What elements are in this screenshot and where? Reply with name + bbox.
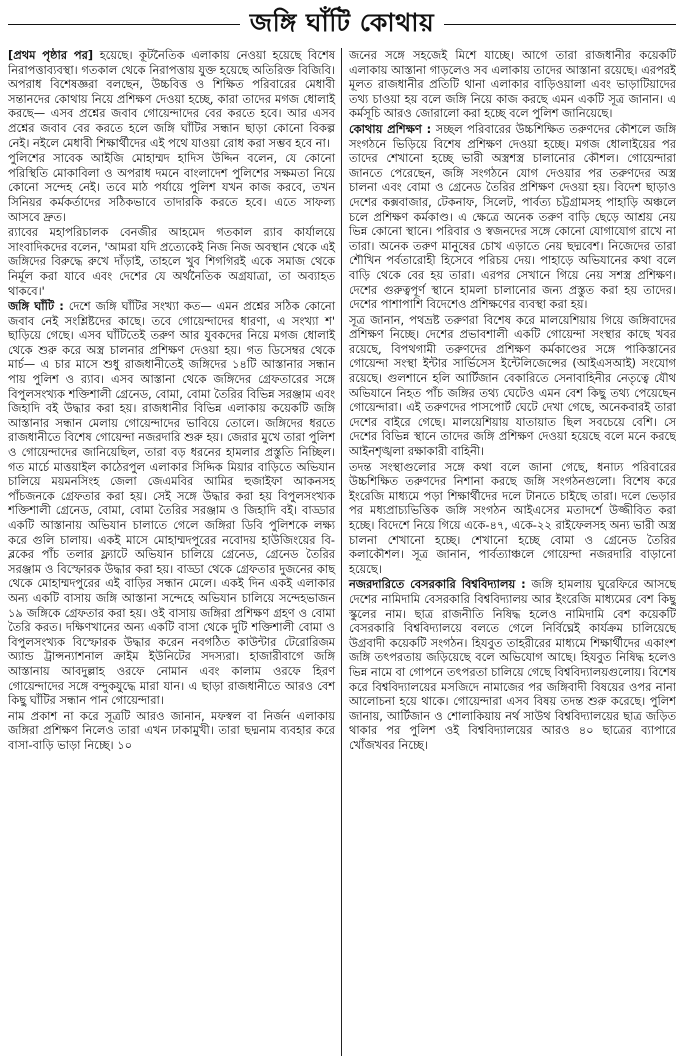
paragraph-text: দেশে জঙ্গি ঘাঁটির সংখ্যা কত— এমন প্রশ্নের সঠিক কোনো জবাব নেই সংশ্লিষ্টদের কাছে। তবে গোয়েন্দাদের ধারণা, এ সংখ্যা শ' ছাড়িয়ে গেছে। এসব ঘাঁটিতেই তরুণ আর যুবকদের নিয়ে মগজ ধোলাই থেকে শুরু করে অস্ত্র চালনার প্রশিক্ষণ দেওয়া হয়। গত ডিসেম্বর থেকে মার্চ— এ চার মাসে শুধু রাজধানীতেই জঙ্গিদের ১৪টি আস্তানার সন্ধান পায় পুলিশ ও র‍্যাব। এসব আস্তানা থেকে জঙ্গিদের গ্রেফতারের সঙ্গে বিপুলসংখ্যক শক্তিশালী গ্রেনেড, বোমা, বোমা তৈরির বিভিন্ন সরঞ্জাম এবং জিহাদি বই উদ্ধার করা হয়। রাজধানীর বিভিন্ন এলাকায় কয়েকটি জঙ্গি আস্তানার সন্ধান মেলায় গোয়েন্দাদের ভাবিয়ে তোলে। জঙ্গিদের ধরতে রাজধানীতে বিশেষ গোয়েন্দা নজরদারি শুরু হয়। জেরার মুখে তারা পুলিশ ও গোয়েন্দাদের জানিয়েছিল, তারা বড় ধরনের হামলার প্রস্তুতি নিচ্ছিল। গত মার্চে মাত্তয়াইল কাঠেরপুল এলাকার সিদ্দিক মিয়ার বাড়িতে অভিযান চালিয়ে ময়মনসিংহ জেলা জেএমবির আমির হুজাইফা আকনসহ পাঁচজনকে গ্রেফতার করা হয়। সেই সঙ্গে উদ্ধার করা হয় বিপুলসংখ্যক শক্তিশালী গ্রেনেড, বোমা, বোমা তৈরির সরঞ্জাম ও জিহাদি বই। বাড্ডার একটি আস্তানায় অভিযান চালাতে গেলে জঙ্গিরা ডিবি পুলিশকে লক্ষ্য করে গুলি চালায়। একই মাসে মোহাম্মদপুরের নবোদয় হাউজিংয়ের বি-ব্লকের পাঁচ তলার ফ্ল্যাটে অভিযান চালিয়ে গ্রেনেড, গ্রেনেড তৈরির সরঞ্জাম ও বিস্ফোরক উদ্ধার করা হয়। বাড্ডা থেকে গ্রেফতার দুজনের কাছ থেকে মোহাম্মদপুরের এই বাড়ির সন্ধান মেলে। একই দিন একই এলাকার অন্য একটি বাসায় জঙ্গি আস্তানা সন্দেহে অভিযান চালিয়ে সন্দেহভাজন ১৯ জঙ্গিকে গ্রেফতার করা হয়। ওই বাসায় জঙ্গিরা প্রশিক্ষণ গ্রহণ ও বোমা তৈরি করত। দক্ষিণখানের অন্য একটি বাসা থেকে দুটি শক্তিশালী বোমা ও বিপুলসংখ্যক বিস্ফোরক উদ্ধার করেন নবগঠিত কাউন্টার টেরোরিজম অ্যান্ড ট্রান্সন্যাশনাল ক্রাইম ইউনিটের সদস্যরা। হাজারীবাগে জঙ্গি আস্তানায় আবদুল্লাহ ওরফে নোমান এবং কালাম ওরফে হিরণ গোয়েন্দাদের সঙ্গে বন্দুকযুদ্ধে মারা যান। এ ছাড়া রাজধানীতে আরও বেশ কিছু ঘাঁটির সন্ধান পান গোয়েন্দারা। [8,299,336,708]
paragraph [349,460,676,577]
article-headline: জঙ্গি ঘাঁটি কোথায় [249,7,435,37]
headline-rule-left [8,24,240,25]
paragraph [8,225,335,298]
paragraph [349,122,676,312]
paragraph-text: নাম প্রকাশ না করে সূত্রটি আরও জানান, মফস্বল বা নির্জন এলাকায় জঙ্গিরা প্রশিক্ষণ নিলেও তারা এখন ঢাকামুখী। তারা ছদ্মনাম ব্যবহার করে বাসা-বাড়ি ভাড়া নিচ্ছে। ১০ [8,708,335,752]
paragraph-text: জনের সঙ্গে সহজেই মিশে যাচ্ছে। আগে তারা রাজধানীর কয়েকটি এলাকায় আস্তানা গাড়লেও সব এলাকায় তাদের আস্তানা রয়েছে। এরপরই মূলত রাজধানীর প্রতিটি থানা এলাকার বাড়িওয়ালা এবং ভাড়াটিয়াদের তথ্য চাওয়া হয় বলে জঙ্গি নিয়ে কাজ করছে এমন একটি সূত্র জানান। এ কর্মসূচি আরও জোরালো করা হচ্ছে বলে পুলিশ জানিয়েছে। [349,48,676,121]
paragraph-text: সূত্র জানান, পথভ্রষ্ট তরুণরা বিশেষ করে মালয়েশিয়ায় গিয়ে জঙ্গিবাদের প্রশিক্ষণ নিচ্ছে। দেশের প্রভাবশালী একটি গোয়েন্দা সংস্থার কাছে খবর রয়েছে, বিপথগামী তরুণদের প্রশিক্ষণ কর্মকাণ্ডের সঙ্গে পাকিস্তানের গোয়েন্দা সংস্থা ইন্টার সার্ভিসেস ইন্টেলিজেন্সের (আইএসআই) সংযোগ রয়েছে। গুলশানে হলি আর্টিজান বেকারিতে সেনাবাহিনীর নেতৃত্বে যৌথ অভিযানে নিহত পাঁচ জঙ্গির তথ্য ঘেটেও এমন বেশ কিছু তথ্য পেয়েছেন গোয়েন্দারা। এই তরুণদের পাসপোর্ট ঘেটে দেখা গেছে, অনেকবারই তারা দেশের বাইরে গেছে। মালয়েশিয়ায় যাতায়াত ছিল সবচেয়ে বেশি। সে দেশের বিভিন্ন স্থানে তাদের জঙ্গি প্রশিক্ষণ দেওয়া হয়েছে বলে মনে করছে আইনশৃঙ্খলা রক্ষাকারী বাহিনী। [349,312,676,459]
paragraph [349,48,676,121]
subheading-kothay-proshikkhon: কোথায় প্রশিক্ষণ : [349,121,432,136]
paragraph-lead-in: [প্রথম পৃষ্ঠার পর] [8,48,94,62]
paragraph-text: পুলিশের সাবেক আইজি মোহাম্মদ হাদিস উদ্দিন বলেন, যে কোনো পরিস্থিতি মোকাবিলা ও অপরাধ দমনে বাংলাদেশ পুলিশের সক্ষমতা নিয়ে কোনো সন্দেহ নেই। তবে মাঠ পর্যায়ে পুলিশ যখন কাজ করবে, তখন সিনিয়র কর্মকর্তাদের সঠিকভাবে তাদারকি করতে হবে। এতে সাফল্য আসবে দ্রুত। [8,151,335,224]
paragraph-text: সচ্ছল পরিবারের উচ্চশিক্ষিত তরুণদের কৌশলে জঙ্গি সংগঠনে ভিড়িয়ে বিশেষ প্রশিক্ষণ দেওয়া হচ্ছে। মগজ ধোলাইয়ের পর তাদের শেখানো হচ্ছে ভারী অস্ত্রশস্ত্র চালানোর কৌশল। গোয়েন্দারা জানতে পেরেছেন, জঙ্গি সংগঠনে যোগ দেওয়ার পর তরুণদের অস্ত্র চালনা এবং বোমা ও গ্রেনেড তৈরির প্রশিক্ষণ দেওয়া হয়। বিদেশ ছাড়াও দেশের কক্সবাজার, টেকনাফ, সিলেট, পার্বত্য চট্টগ্রামসহ পাহাড়ি অঞ্চলে চলে প্রশিক্ষণ কর্মকাণ্ড। এ ক্ষেত্রে অনেক তরুণ বাড়ি ছেড়ে আশ্রয় নেয় ভিন্ন কোনো স্থানে। পরিবার ও স্বজনদের সঙ্গে কোনো যোগাযোগ রাখে না তারা। অনেক তরুণ মানুষের চোখ এড়াতে নেয় ছদ্মবেশ। নিজেদের তারা শৌখিন পর্বতারোহী হিসেবে পরিচয় দেয়। পাহাড়ে অভিযানের কথা বলে বাড়ি থেকে বের হয় তারা। এরপর সেখানে গিয়ে নেয় সশস্ত্র প্রশিক্ষণ। দেশের গুরুত্বপূর্ণ স্থানে হামলা চালানোর জন্য প্রস্তুত করা হয় তাদের। দেশের পাশাপাশি বিদেশেও প্রশিক্ষণের ব্যবস্থা করা হয়। [349,121,676,312]
paragraph [349,313,676,459]
subheading-nojordarite-university: নজরদারিতে বেসরকারি বিশ্ববিদ্যালয় : [349,577,526,592]
article-body [8,48,676,1056]
paragraph [8,151,335,224]
paragraph-text: হয়েছে। কূটনৈতিক এলাকায় নেওয়া হয়েছে বিশেষ নিরাপত্তাব্যবস্থা। গতকাল থেকে নিরাপত্তায় যুক্ত হয়েছে অতিরিক্ত বিজিবি। অপরাধ বিশেষজ্ঞরা বলছেন, উচ্চবিত্ত ও শিক্ষিত পরিবারের মেধাবী সন্তানদের কোথায় নিয়ে প্রশিক্ষণ দেওয়া হচ্ছে, কারা তাদের মগজ ধোলাই করছে— এসব প্রশ্নের জবাব গোয়েন্দাদের বের করতে হবে। আর এসব প্রশ্নের জবাব বের করতে হলে জঙ্গি ঘাঁটির সন্ধান ছাড়া কোনো বিকল্প নেই। নইলে মেধাবী শিক্ষার্থীদের এই পথে যাওয়া রোধ করা সম্ভব হবে না। [8,48,335,150]
subheading-jongi-ghati: জঙ্গি ঘাঁটি : [8,299,64,314]
headline-bar [8,6,676,42]
paragraph-text: র‍্যাবের মহাপরিচালক বেনজীর আহমেদ গতকাল র‍্যাব কার্যালয়ে সাংবাদিকদের বলেন, 'আমরা যদি প্রত্যেকেই নিজ নিজ অবস্থান থেকে এই জঙ্গিদের বিরুদ্ধে রুখে দাঁড়াই, তাহলে খুব শিগগিরই একে সমাজ থেকে নির্মূল করা যাবে এবং দেশের যে অর্থনৈতিক অগ্রযাত্রা, তা অব্যাহত থাকবে।' [8,225,335,298]
headline-rule-right [444,24,676,25]
left-column [8,48,342,1056]
paragraph [8,299,335,708]
paragraph [8,709,335,753]
paragraph-text: তদন্ত সংস্থাগুলোর সঙ্গে কথা বলে জানা গেছে, ধনাঢ্য পরিবারের উচ্চশিক্ষিত তরুণদের নিশানা করছে জঙ্গি সংগঠনগুলো। বিশেষ করে ইংরেজি মাধ্যমে পড়া শিক্ষার্থীদের দলে টানতে চাইছে তারা। দলে ভেড়ার পর মধ্যপ্রাচ্যভিত্তিক জঙ্গি সংগঠন আইএসের মতাদর্শে উজ্জীবিত করা হচ্ছে। বিদেশে নিয়ে গিয়ে একে-৪৭, একে-২২ রাইফেলসহ অন্য ভারী অস্ত্র চালনা শেখানো হচ্ছে। শেখানো হচ্ছে বোমা ও গ্রেনেড তৈরির কলাকৌশল। সূত্র জানান, পার্বত্যাঞ্চলে গোয়েন্দা নজরদারি বাড়ানো হয়েছে। [349,459,676,576]
paragraph-text: জঙ্গি হামলায় ঘুরেফিরে আসছে দেশের নামিদামি বেসরকারি বিশ্ববিদ্যালয় আর ইংরেজি মাধ্যমের বেশ কিছু স্কুলের নাম। ছাত্র রাজনীতি নিষিদ্ধ হলেও নামিদামি বেশ কয়েকটি বেসরকারি বিশ্ববিদ্যালয়ে বলতে গেলে নির্বিঘ্নেই কার্যক্রম চালিয়েছে উগ্রবাদী কয়েকটি সংগঠন। হিযবুত তাহরীরের মাধ্যমে শিক্ষার্থীদের একাংশ জঙ্গি তৎপরতায় জড়িয়েছে বলে অভিযোগ আছে। হিযবুত নিষিদ্ধ হলেও ভিন্ন নামে বা গোপনে তৎপরতা চালিয়ে গেছে বিশ্ববিদ্যালয়গুলোয়। বিশেষ করে বিশ্ববিদ্যালয়ের মসজিদে নামাজের পর জঙ্গিবাদী বিষয়ের ওপর নানা আলোচনা হয়ে থাকে। গোয়েন্দারা এসব বিষয় তদন্ত শুরু করেছে। পুলিশ জানায়, আর্টিজান ও শোলাকিয়ায় নর্থ সাউথ বিশ্ববিদ্যালয়ের ছাত্র জড়িত থাকার পর পুলিশ ওই বিশ্ববিদ্যালয়ের আরও ৪০ ছাত্রের ব্যাপারে খোঁজখবর নিচ্ছে। [349,577,676,752]
paragraph [349,577,676,752]
paragraph [8,48,335,150]
right-column [342,48,676,1056]
